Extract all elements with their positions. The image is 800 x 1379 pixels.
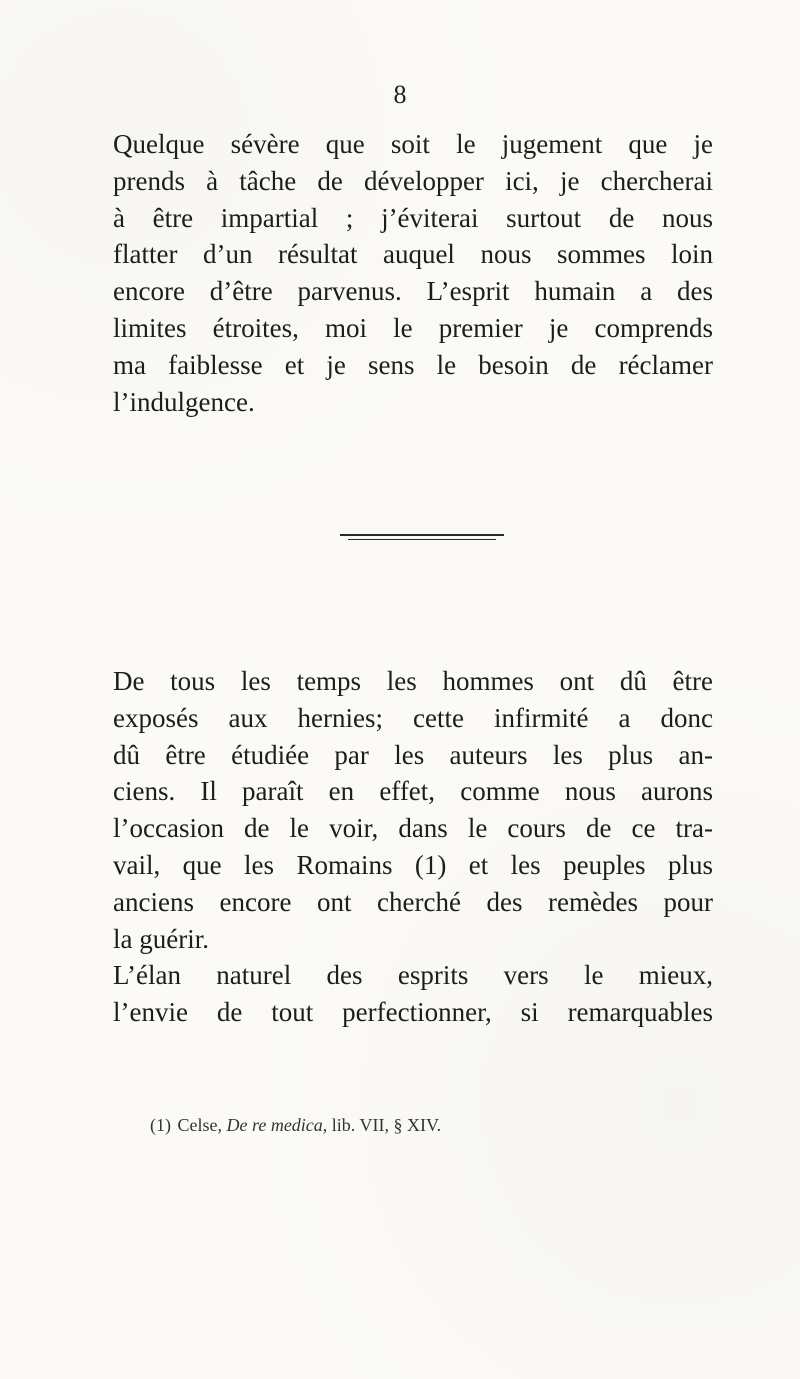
text-line: ma faiblesse et je sens le besoin de réclamer xyxy=(113,349,713,380)
footnote-number: (1) xyxy=(150,1115,171,1135)
text-line: Quelque sévère que soit le jugement que je xyxy=(113,129,713,159)
paragraph-introduction xyxy=(113,126,713,420)
text-line: L’élan naturel des esprits vers le mieux, xyxy=(113,960,713,991)
footnote-title: De re medica xyxy=(226,1115,323,1135)
text-line: De tous les temps les hommes ont dû être xyxy=(113,666,713,696)
text-line: à être impartial ; j’éviterai surtout de nous xyxy=(113,202,713,233)
section-separator xyxy=(340,534,504,542)
text-line: vail, que les Romains (1) et les peuples plus xyxy=(113,849,713,880)
text-line: ciens. Il paraît en effet, comme nous aurons xyxy=(113,776,713,807)
text-line: limites étroites, moi le premier je comprends xyxy=(113,312,713,343)
footnote-author: Celse, xyxy=(177,1115,222,1135)
footnote xyxy=(150,1114,710,1136)
page-number: 8 xyxy=(393,80,407,109)
text-line: l’indulgence. xyxy=(113,386,255,417)
text-line: flatter d’un résultat auquel nous sommes loin xyxy=(113,239,713,270)
text-line: l’occasion de le voir, dans le cours de ce tra- xyxy=(113,813,713,844)
text-line: encore d’être parvenus. L’esprit humain a des xyxy=(113,276,713,307)
text-line: exposés aux hernies; cette infirmité a donc xyxy=(113,702,713,733)
text-line: l’envie de tout perfectionner, si remarquables xyxy=(113,997,713,1028)
paragraph-history xyxy=(113,663,713,1031)
text-line: dû être étudiée par les auteurs les plus an- xyxy=(113,739,713,770)
text-line: anciens encore ont cherché des remèdes pour xyxy=(113,886,713,917)
footnote-reference: , lib. VII, § XIV. xyxy=(322,1115,442,1135)
text-line: la guérir. xyxy=(113,923,209,954)
text-line: prends à tâche de développer ici, je chercherai xyxy=(113,165,713,196)
